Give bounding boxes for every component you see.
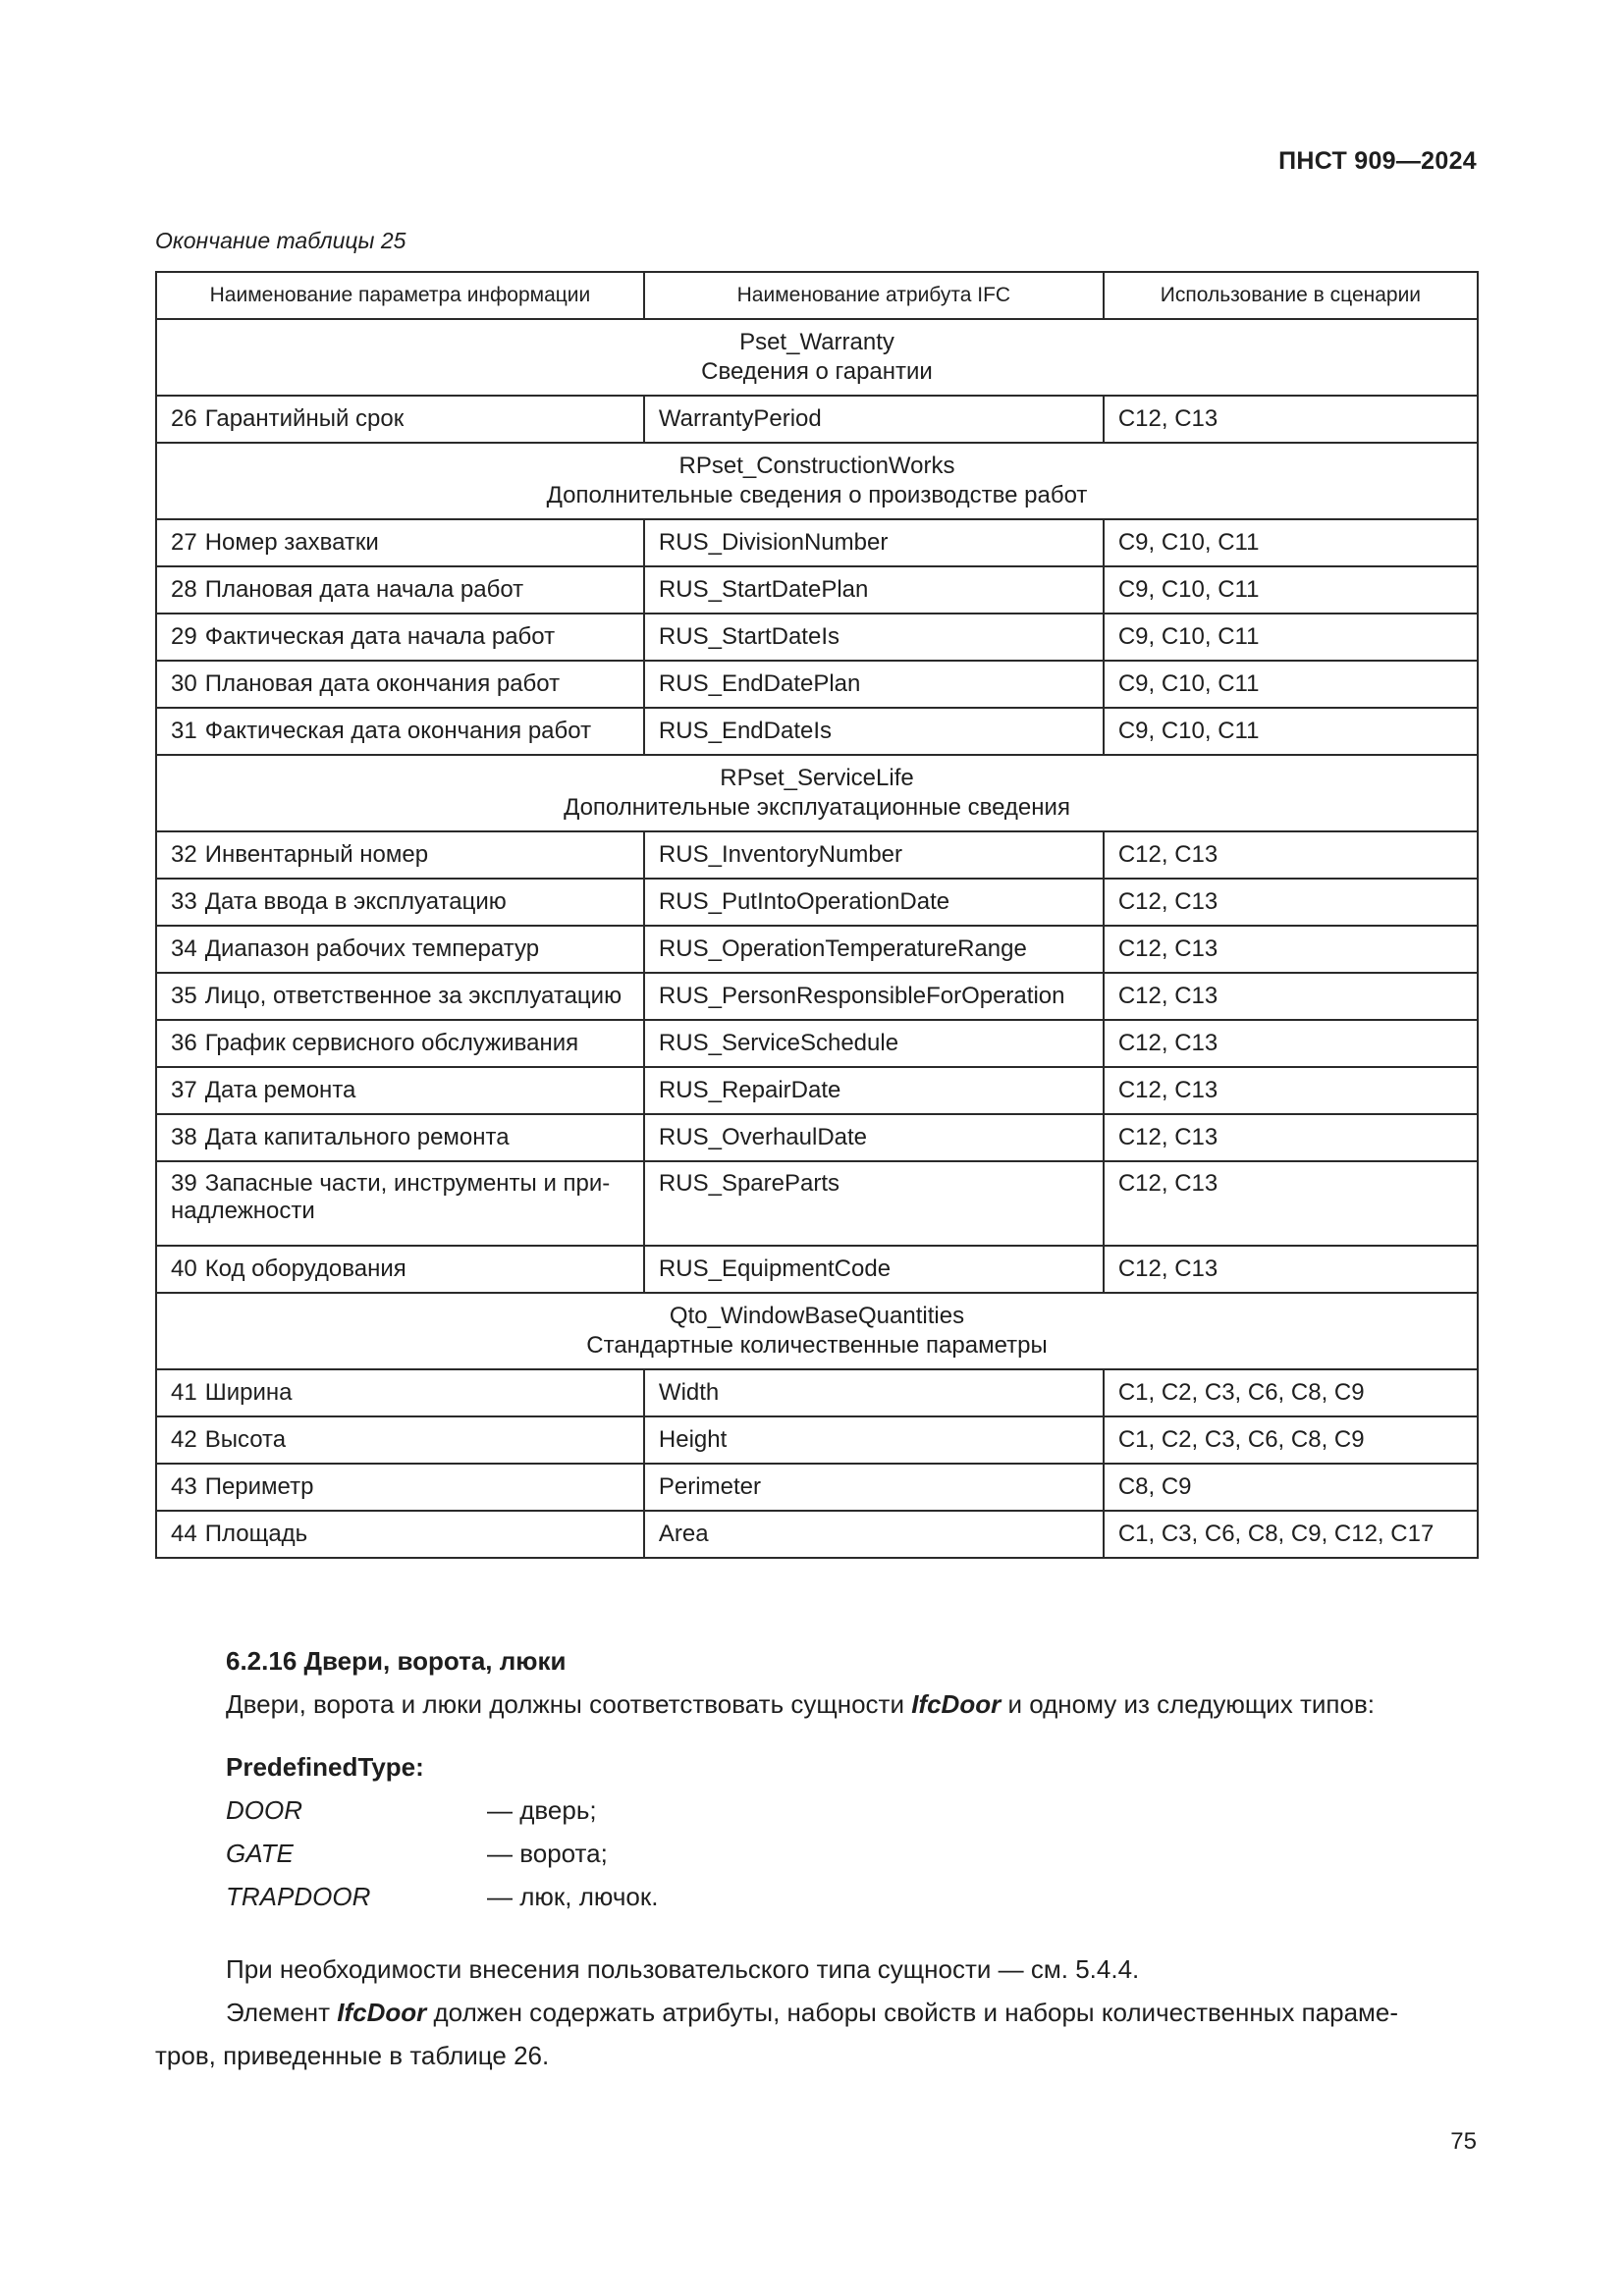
ifc-attribute-cell: RUS_DivisionNumber — [644, 519, 1104, 566]
scenario-usage-cell: C12, C13 — [1104, 396, 1478, 443]
group-title: Pset_Warranty — [739, 329, 894, 355]
param-name-cell — [156, 926, 644, 973]
ifc-attribute-cell: RUS_SpareParts — [644, 1161, 1104, 1246]
row-number: 31 — [171, 718, 197, 744]
page-number: 75 — [1450, 2128, 1477, 2155]
param-name: Дата ввода в эксплуатацию — [204, 888, 507, 915]
row-number: 33 — [171, 888, 197, 915]
type-item — [226, 1789, 1483, 1832]
ifc-attribute-cell: RUS_EndDateIs — [644, 708, 1104, 755]
param-name-cell — [156, 1464, 644, 1511]
param-name: График сервисного обслуживания — [204, 1030, 579, 1056]
param-name: Плановая дата окончания работ — [204, 670, 561, 697]
row-number: 29 — [171, 623, 197, 650]
type-desc: — ворота; — [487, 1839, 608, 1868]
table-row — [156, 1369, 1478, 1416]
table-row — [156, 396, 1478, 443]
table-row — [156, 1114, 1478, 1161]
table-row — [156, 926, 1478, 973]
group-title: Qto_WindowBaseQuantities — [669, 1303, 965, 1329]
scenario-usage-cell: C9, C10, C11 — [1104, 566, 1478, 614]
section-intro — [226, 1682, 1483, 1726]
scenario-usage-cell: C9, C10, C11 — [1104, 661, 1478, 708]
param-name-cell — [156, 1067, 644, 1114]
type-code: TRAPDOOR — [226, 1882, 371, 1911]
intro-text-end: и одному из следующих типов: — [1001, 1689, 1376, 1719]
entity-name: IfcDoor — [911, 1689, 1001, 1719]
intro-text: Двери, ворота и люки должны соответствовать сущности — [226, 1689, 912, 1719]
table-row — [156, 1161, 1478, 1246]
custom-type-note: При необходимости внесения пользовательского типа сущности — см. 5.4.4. — [226, 1954, 1140, 1984]
ifc-attribute-cell: WarrantyPeriod — [644, 396, 1104, 443]
type-desc: — дверь; — [487, 1795, 597, 1825]
scenario-usage-cell: C12, C13 — [1104, 1067, 1478, 1114]
group-cell — [156, 443, 1478, 519]
row-number: 30 — [171, 670, 197, 697]
ifc-attribute-cell: RUS_EquipmentCode — [644, 1246, 1104, 1293]
section-heading: 6.2.16 Двери, ворота, люки — [226, 1646, 567, 1676]
param-name: Диапазон рабочих температур — [204, 935, 540, 962]
param-name-cell — [156, 1114, 644, 1161]
group-row — [156, 1293, 1478, 1369]
element-text: Элемент — [226, 1998, 338, 2027]
ifc-attribute-cell: RUS_StartDatePlan — [644, 566, 1104, 614]
param-name: Код оборудования — [204, 1255, 406, 1282]
group-cell — [156, 755, 1478, 831]
param-name-cell — [156, 1246, 644, 1293]
group-subtitle: Сведения о гарантии — [701, 358, 933, 385]
row-number: 38 — [171, 1124, 197, 1150]
param-name-cell — [156, 396, 644, 443]
row-number: 43 — [171, 1473, 197, 1500]
type-desc: — люк, лючок. — [487, 1882, 659, 1911]
table-row — [156, 519, 1478, 566]
param-name-cell — [156, 831, 644, 879]
row-number: 39 — [171, 1170, 197, 1197]
section-6-2-16 — [155, 1639, 1483, 2077]
document-code: ПНСТ 909—2024 — [1278, 147, 1477, 175]
table-row — [156, 973, 1478, 1020]
scenario-usage-cell: C12, C13 — [1104, 926, 1478, 973]
param-name: Ширина — [204, 1379, 293, 1406]
param-name: Высота — [204, 1426, 287, 1453]
scenario-usage-cell: C12, C13 — [1104, 1161, 1478, 1246]
group-subtitle: Стандартные количественные параметры — [586, 1332, 1048, 1359]
param-name: Гарантийный срок — [204, 405, 405, 432]
group-row — [156, 319, 1478, 396]
param-name: Дата ремонта — [204, 1077, 356, 1103]
scenario-usage-cell: C12, C13 — [1104, 1114, 1478, 1161]
scenario-usage-cell: C9, C10, C11 — [1104, 614, 1478, 661]
group-row — [156, 443, 1478, 519]
param-name: Площадь — [204, 1521, 308, 1547]
ifc-attribute-cell: RUS_EndDatePlan — [644, 661, 1104, 708]
group-row — [156, 755, 1478, 831]
scenario-usage-cell: C1, C2, C3, C6, C8, C9 — [1104, 1369, 1478, 1416]
ifc-attribute-cell: RUS_InventoryNumber — [644, 831, 1104, 879]
param-name: Дата капитального ремонта — [204, 1124, 510, 1150]
ifc-attribute-cell: Height — [644, 1416, 1104, 1464]
scenario-usage-cell: C8, C9 — [1104, 1464, 1478, 1511]
param-name: Запасные части, инструменты и при-надлежности — [171, 1170, 611, 1224]
table-row — [156, 1416, 1478, 1464]
param-name-cell — [156, 973, 644, 1020]
ifc-attribute-cell: RUS_RepairDate — [644, 1067, 1104, 1114]
scenario-usage-cell: C12, C13 — [1104, 831, 1478, 879]
ifc-attribute-cell: RUS_OverhaulDate — [644, 1114, 1104, 1161]
group-subtitle: Дополнительные сведения о производстве работ — [546, 482, 1088, 508]
element-paragraph — [226, 1991, 1483, 2034]
row-number: 40 — [171, 1255, 197, 1282]
param-name: Инвентарный номер — [204, 841, 429, 868]
group-title: RPset_ConstructionWorks — [678, 453, 955, 479]
scenario-usage-cell: C1, C2, C3, C6, C8, C9 — [1104, 1416, 1478, 1464]
row-number: 32 — [171, 841, 197, 868]
scenario-usage-cell: C12, C13 — [1104, 1020, 1478, 1067]
table-row — [156, 1511, 1478, 1558]
table-row — [156, 708, 1478, 755]
table-header-row — [156, 272, 1478, 319]
column-header: Использование в сценарии — [1104, 272, 1478, 319]
scenario-usage-cell: C12, C13 — [1104, 879, 1478, 926]
table-row — [156, 831, 1478, 879]
row-number: 41 — [171, 1379, 197, 1406]
row-number: 35 — [171, 983, 197, 1009]
param-name: Номер захватки — [204, 529, 379, 556]
ifc-attribute-cell: RUS_PersonResponsibleForOperation — [644, 973, 1104, 1020]
group-cell — [156, 319, 1478, 396]
row-number: 36 — [171, 1030, 197, 1056]
row-number: 34 — [171, 935, 197, 962]
ifc-attribute-cell: RUS_StartDateIs — [644, 614, 1104, 661]
param-name: Фактическая дата начала работ — [204, 623, 556, 650]
table-row — [156, 614, 1478, 661]
table-row — [156, 1020, 1478, 1067]
entity-name: IfcDoor — [337, 1998, 427, 2027]
param-name-cell — [156, 614, 644, 661]
param-name-cell — [156, 1369, 644, 1416]
ifc-attribute-cell: RUS_ServiceSchedule — [644, 1020, 1104, 1067]
row-number: 26 — [171, 405, 197, 432]
type-code: GATE — [226, 1839, 294, 1868]
ifc-attribute-cell: Width — [644, 1369, 1104, 1416]
ifc-attribute-cell: RUS_OperationTemperatureRange — [644, 926, 1104, 973]
column-header: Наименование атрибута IFC — [644, 272, 1104, 319]
table-row — [156, 566, 1478, 614]
attributes-table — [155, 271, 1479, 1559]
param-name: Лицо, ответственное за эксплуатацию — [204, 983, 623, 1009]
param-name-cell — [156, 1161, 644, 1246]
row-number: 28 — [171, 576, 197, 603]
table-row — [156, 1246, 1478, 1293]
param-name: Плановая дата начала работ — [204, 576, 524, 603]
param-name: Периметр — [204, 1473, 314, 1500]
scenario-usage-cell: C1, C3, C6, C8, C9, C12, C17 — [1104, 1511, 1478, 1558]
ifc-attribute-cell: Perimeter — [644, 1464, 1104, 1511]
predefined-types — [226, 1745, 1483, 1918]
param-name-cell — [156, 661, 644, 708]
scenario-usage-cell: C9, C10, C11 — [1104, 708, 1478, 755]
scenario-usage-cell: C9, C10, C11 — [1104, 519, 1478, 566]
row-number: 44 — [171, 1521, 197, 1547]
ifc-attribute-cell: Area — [644, 1511, 1104, 1558]
param-name-cell — [156, 879, 644, 926]
param-name-cell — [156, 708, 644, 755]
table-body — [156, 319, 1478, 1558]
table-row — [156, 661, 1478, 708]
param-name: Фактическая дата окончания работ — [204, 718, 592, 744]
param-name-cell — [156, 519, 644, 566]
types-label: PredefinedType: — [226, 1752, 424, 1782]
type-code: DOOR — [226, 1795, 302, 1825]
param-name-cell — [156, 1416, 644, 1464]
group-title: RPset_ServiceLife — [720, 765, 914, 791]
group-subtitle: Дополнительные эксплуатационные сведения — [564, 794, 1070, 821]
group-cell — [156, 1293, 1478, 1369]
param-name-cell — [156, 566, 644, 614]
param-name-cell — [156, 1020, 644, 1067]
table-row — [156, 1464, 1478, 1511]
scenario-usage-cell: C12, C13 — [1104, 973, 1478, 1020]
element-paragraph-continuation: тров, приведенные в таблице 26. — [155, 2041, 550, 2070]
table-row — [156, 1067, 1478, 1114]
scenario-usage-cell: C12, C13 — [1104, 1246, 1478, 1293]
row-number: 27 — [171, 529, 197, 556]
ifc-attribute-cell: RUS_PutIntoOperationDate — [644, 879, 1104, 926]
row-number: 37 — [171, 1077, 197, 1103]
row-number: 42 — [171, 1426, 197, 1453]
param-name-cell — [156, 1511, 644, 1558]
element-text-end: должен содержать атрибуты, наборы свойств и наборы количественных параме- — [426, 1998, 1399, 2027]
column-header: Наименование параметра информации — [156, 272, 644, 319]
type-item — [226, 1875, 1483, 1918]
table-caption: Окончание таблицы 25 — [155, 228, 406, 253]
table-row — [156, 879, 1478, 926]
type-item — [226, 1832, 1483, 1875]
